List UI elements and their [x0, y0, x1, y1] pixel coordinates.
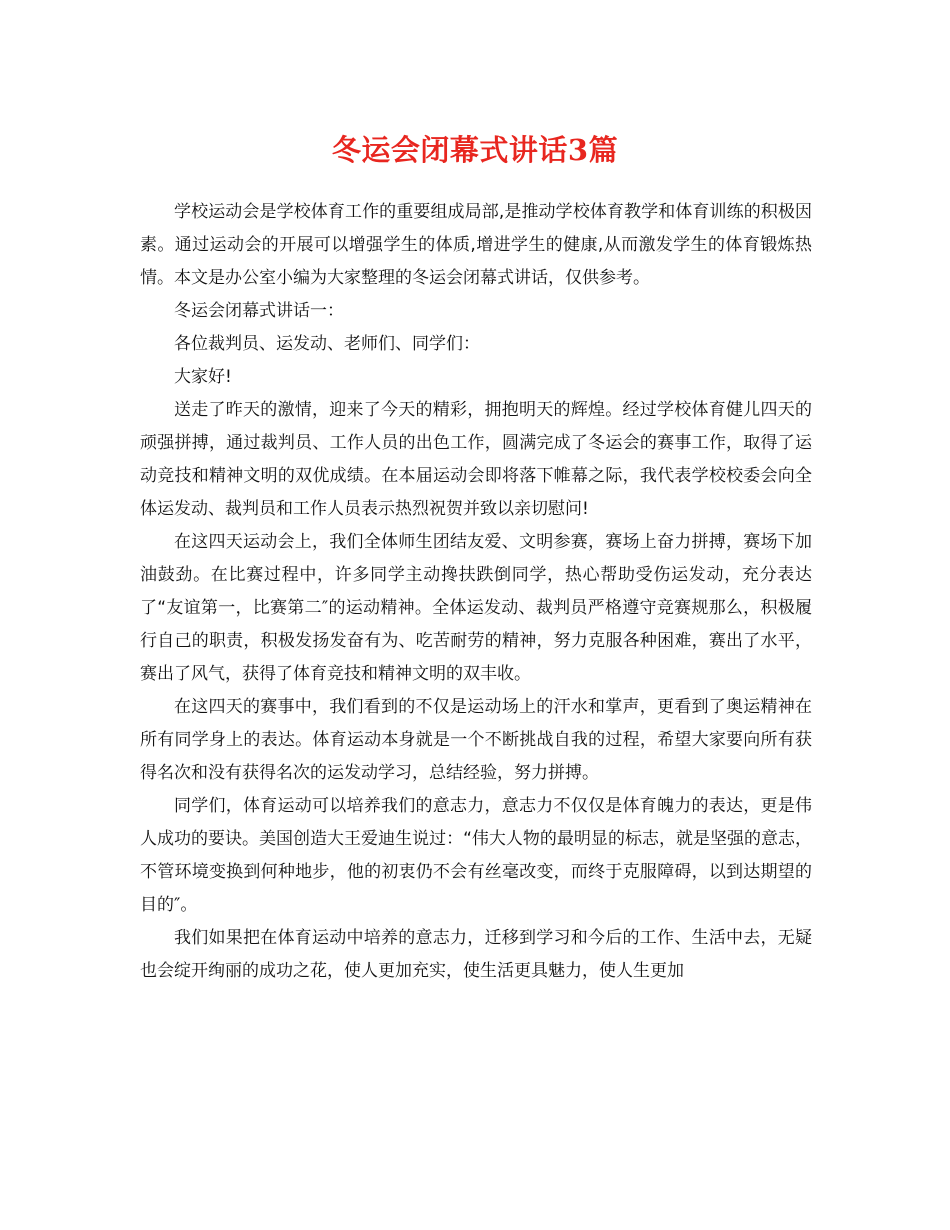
paragraph-body: 在这四天运动会上，我们全体师生团结友爱、文明参赛，赛场上奋力拼搏，赛场下加油鼓劲。在比赛过程中，许多同学主动搀扶跌倒同学，热心帮助受伤运发动，充分表达了“友谊第一，比赛第二″的运动精神。全体运发动、裁判员严格遵守竞赛规那么，积极履行自己的职责，积极发扬发奋有为、吃苦耐劳的精神，努力克服各种困难，赛出了水平，赛出了风气，获得了体育竞技和精神文明的双丰收。 [140, 532, 812, 684]
paragraph-salutation: 各位裁判员、运发动、老师们、同学们： [174, 334, 480, 354]
paragraph-speech-heading: 冬运会闭幕式讲话一： [174, 301, 344, 321]
paragraph-body: 我们如果把在体育运动中培养的意志力，迁移到学习和今后的工作、生活中去，无疑也会绽开绚丽的成功之花，使人更加充实，使生活更具魅力，使人生更加 [140, 928, 812, 981]
paragraph-greeting: 大家好! [174, 367, 232, 387]
paragraph-intro: 学校运动会是学校体育工作的重要组成局部,是推动学校体育教学和体育训练的积极因素。通过运动会的开展可以增强学生的体质,增进学生的健康,从而激发学生的体育锻炼热情。本文是办公室小编为大家整理的冬运会闭幕式讲话，仅供参考。 [140, 202, 812, 288]
paragraph-body: 在这四天的赛事中，我们看到的不仅是运动场上的汗水和掌声，更看到了奥运精神在所有同学身上的表达。体育运动本身就是一个不断挑战自我的过程，希望大家要向所有获得名次和没有获得名次的运发动学习，总结经验，努力拼搏。 [140, 697, 812, 783]
paragraph-body: 同学们，体育运动可以培养我们的意志力，意志力不仅仅是体育魄力的表达，更是伟人成功的要诀。美国创造大王爱迪生说过：“伟大人物的最明显的标志，就是坚强的意志，不管环境变换到何种地步，他的初衷仍不会有丝毫改变，而终于克服障碍，以到达期望的目的″。 [140, 796, 812, 915]
paragraph-body: 送走了昨天的激情，迎来了今天的精彩，拥抱明天的辉煌。经过学校体育健儿四天的顽强拼搏，通过裁判员、工作人员的出色工作，圆满完成了冬运会的赛事工作，取得了运动竞技和精神文明的双优成绩。在本届运动会即将落下帷幕之际，我代表学校校委会向全体运发动、裁判员和工作人员表示热烈祝贺并致以亲切慰问! [140, 400, 812, 519]
document-body [140, 196, 812, 988]
document-title: 冬运会闭幕式讲话3篇 [331, 133, 619, 167]
